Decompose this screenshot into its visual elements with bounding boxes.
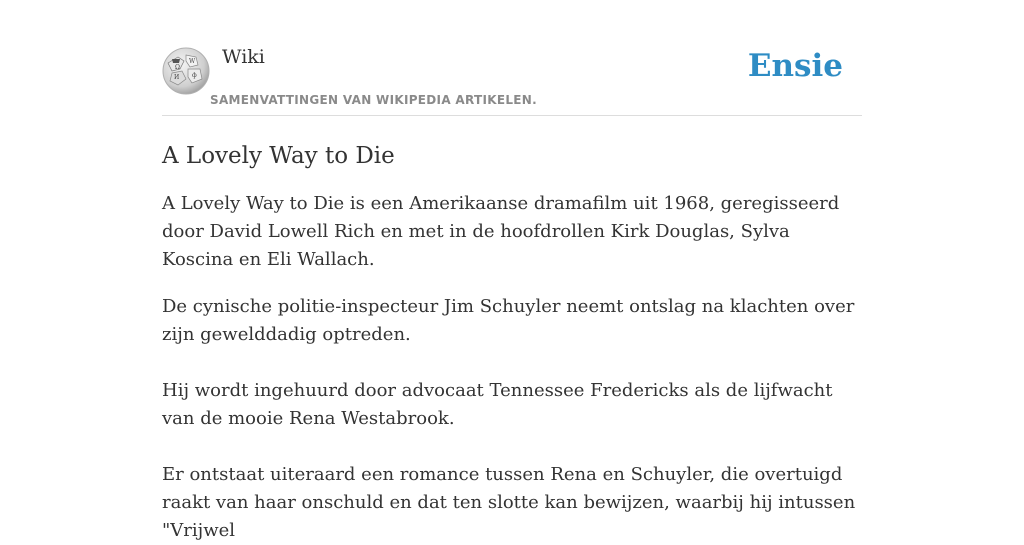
svg-text:W: W <box>189 58 196 65</box>
ensie-brand-link[interactable]: Ensie <box>747 48 843 84</box>
site-header <box>162 0 862 116</box>
article-paragraph: De cynische politie-inspecteur Jim Schuyler neemt ontslag na klachten over zijn gewelddadig optreden. <box>162 296 855 345</box>
svg-text:ф: ф <box>192 72 197 79</box>
article-paragraph: Er ontstaat uiteraard een romance tussen Rena en Schuyler, die overtuigd raakt van haar onschuld en dat ten slotte kan bewijzen, waarbij hij intussen "Vrijwel <box>162 464 856 541</box>
svg-text:И: И <box>174 74 180 81</box>
article-paragraph: A Lovely Way to Die is een Amerikaanse dramafilm uit 1968, geregisseerd door David Lowell Rich en met in de hoofdrollen Kirk Douglas, Sylva Koscina en Eli Wallach. <box>162 193 840 270</box>
site-tagline: SAMENVATTINGEN VAN WIKIPEDIA ARTIKELEN. <box>210 93 537 107</box>
page-title: A Lovely Way to Die <box>162 143 395 169</box>
wikipedia-globe-icon[interactable] <box>162 47 210 95</box>
article-body <box>162 190 862 545</box>
page <box>162 0 862 545</box>
site-name[interactable]: Wiki <box>222 46 265 68</box>
svg-text:Ω: Ω <box>175 64 180 71</box>
article-paragraph: Hij wordt ingehuurd door advocaat Tennessee Fredericks als de lijfwacht van de mooie Rena Westabrook. <box>162 380 833 429</box>
